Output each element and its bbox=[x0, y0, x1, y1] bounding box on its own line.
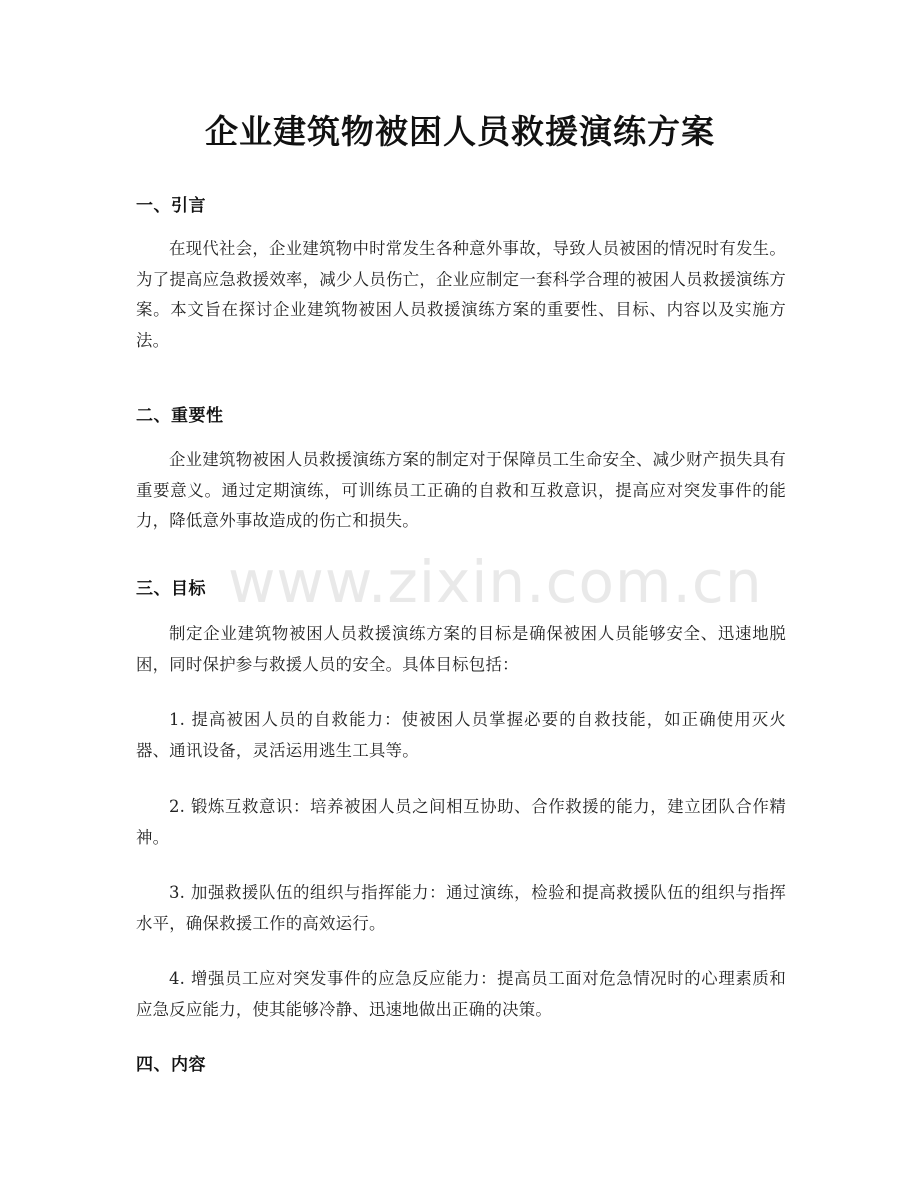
section-heading-content: 四、内容 bbox=[136, 1055, 206, 1075]
section-heading-goals: 三、目标 bbox=[136, 579, 206, 599]
list-item: 3. 加强救援队伍的组织与指挥能力：通过演练，检验和提高救援队伍的组织与指挥水平，确保救援工作的高效运行。 bbox=[136, 883, 786, 933]
document-title: 企业建筑物被困人员救援演练方案 bbox=[205, 112, 715, 151]
paragraph: 制定企业建筑物被困人员救援演练方案的目标是确保被困人员能够安全、迅速地脱困，同时保护参与救援人员的安全。具体目标包括： bbox=[136, 624, 786, 674]
paragraph: 在现代社会，企业建筑物中时常发生各种意外事故，导致人员被困的情况时有发生。为了提高应急救援效率，减少人员伤亡，企业应制定一套科学合理的被困人员救援演练方案。本文旨在探讨企业建筑物被困人员救援演练方案的重要性、目标、内容以及实施方法。 bbox=[136, 239, 786, 350]
section-heading-introduction: 一、引言 bbox=[136, 196, 206, 216]
watermark: www.zixin.com.cn bbox=[228, 548, 763, 616]
paragraph: 企业建筑物被困人员救援演练方案的制定对于保障员工生命安全、减少财产损失具有重要意义。通过定期演练，可训练员工正确的自救和互救意识，提高应对突发事件的能力，降低意外事故造成的伤亡和损失。 bbox=[136, 450, 786, 530]
section-heading-importance: 二、重要性 bbox=[136, 406, 224, 426]
list-item: 1. 提高被困人员的自救能力：使被困人员掌握必要的自救技能，如正确使用灭火器、通讯设备，灵活运用逃生工具等。 bbox=[136, 710, 786, 760]
list-item: 4. 增强员工应对突发事件的应急反应能力：提高员工面对危急情况时的心理素质和应急反应能力，使其能够冷静、迅速地做出正确的决策。 bbox=[136, 969, 786, 1019]
list-item: 2. 锻炼互救意识：培养被困人员之间相互协助、合作救援的能力，建立团队合作精神。 bbox=[136, 797, 786, 847]
